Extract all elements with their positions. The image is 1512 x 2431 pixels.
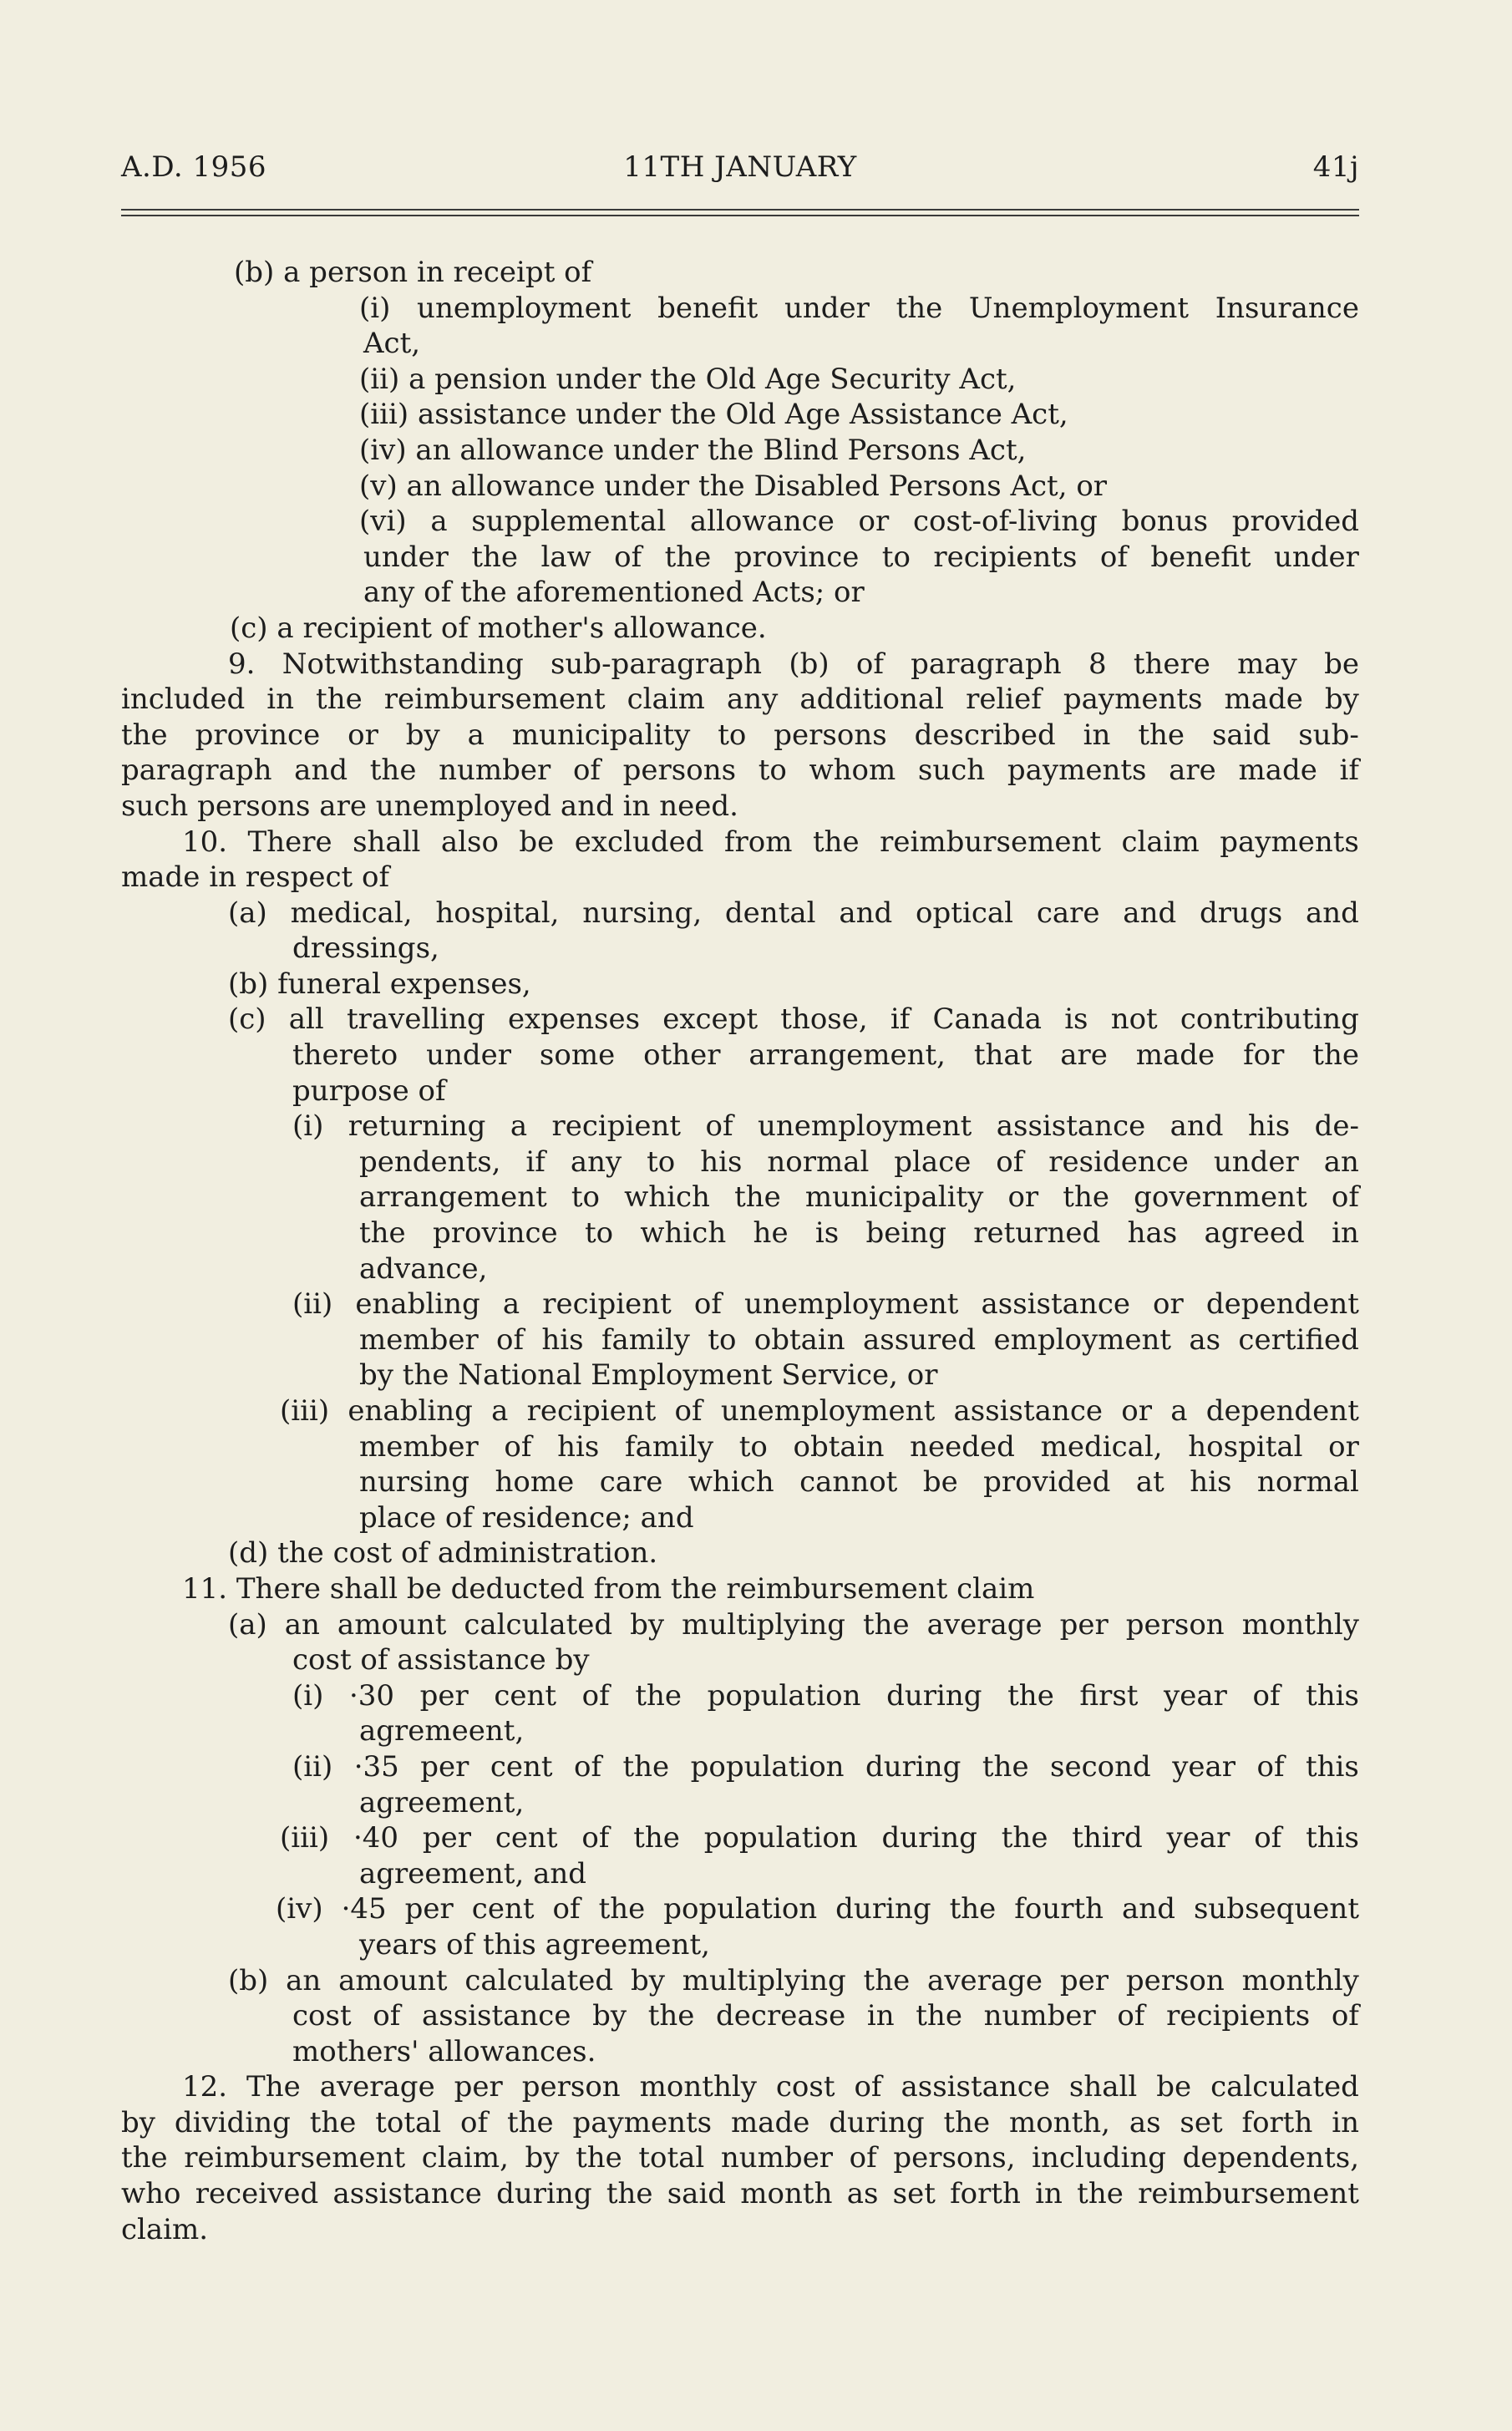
text-line: (i) returning a recipient of unemployment assistance and his de- (292, 1109, 1359, 1144)
text-line: by dividing the total of the payments made during the month, as set forth in (121, 2105, 1359, 2139)
text-line: mothers' allowances. (292, 2034, 596, 2068)
text-line: (c) all travelling expenses except those, if Canada is not contributing (228, 1002, 1359, 1037)
text-line: (d) the cost of administration. (228, 1536, 658, 1571)
text-line: Act, (363, 327, 421, 361)
text-line: (c) a recipient of mother's allowance. (230, 611, 767, 645)
text-line: (ii) ·35 per cent of the population during the second year of this (292, 1749, 1359, 1784)
page-number: 41j (1312, 150, 1359, 184)
header-year: A.D. 1956 (121, 150, 267, 184)
document-body (121, 255, 1359, 2247)
text-line: (vi) a supplemental allowance or cost-of-living bonus provided (359, 505, 1359, 539)
header-date: 11TH JANUARY (623, 150, 857, 184)
text-line: nursing home care which cannot be provided at his normal (359, 1465, 1359, 1500)
text-line: the reimbursement claim, by the total number of persons, including dependents, (121, 2141, 1359, 2175)
text-line: (iv) ·45 per cent of the population during the fourth and subsequent (276, 1892, 1359, 1926)
text-line: 10. There shall also be excluded from the reimbursement claim payments (182, 825, 1359, 859)
text-line: (a) an amount calculated by multiplying the average per person monthly (228, 1607, 1359, 1642)
text-line: the province or by a municipality to persons described in the said sub- (121, 718, 1359, 752)
text-line: (b) a person in receipt of (234, 256, 592, 289)
text-line: (i) ·30 per cent of the population during the first year of this (292, 1678, 1359, 1713)
text-line: (i) unemployment benefit under the Unemployment Insurance (359, 291, 1359, 325)
text-line: agreement, and (359, 1856, 586, 1890)
text-line: 11. There shall be deducted from the reimbursement claim (182, 1571, 1035, 1606)
header-rule-top (121, 209, 1359, 211)
text-line: pendents, if any to his normal place of residence under an (359, 1144, 1359, 1179)
text-line: (iii) ·40 per cent of the population during the third year of this (280, 1821, 1359, 1855)
text-line: (b) an amount calculated by multiplying the average per person monthly (228, 1963, 1359, 1997)
header-rule-bottom (121, 215, 1359, 216)
text-line: agremeent, (359, 1714, 525, 1748)
text-line: by the National Employment Service, or (359, 1358, 938, 1393)
running-header (121, 150, 1359, 192)
text-line: (iv) an allowance under the Blind Persons Act, (359, 433, 1027, 467)
text-line: years of this agreement, (359, 1927, 710, 1962)
text-line: cost of assistance by the decrease in the number of recipients of (292, 1999, 1359, 2033)
text-line: made in respect of (121, 860, 390, 895)
text-line: claim. (121, 2212, 209, 2246)
text-line: who received assistance during the said month as set forth in the reimbursement (121, 2177, 1359, 2211)
text-line: purpose of (292, 1073, 446, 1108)
text-line: (v) an allowance under the Disabled Persons Act, or (359, 469, 1108, 503)
text-line: arrangement to which the municipality or the government of (359, 1180, 1359, 1215)
text-line: (ii) enabling a recipient of unemployment assistance or dependent (292, 1287, 1359, 1322)
text-line: member of his family to obtain needed medical, hospital or (359, 1429, 1359, 1464)
text-line: such persons are unemployed and in need. (121, 789, 738, 823)
text-line: member of his family to obtain assured employment as certified (359, 1322, 1359, 1357)
text-line: (b) funeral expenses, (228, 967, 531, 1001)
text-line: the province to which he is being returned has agreed in (359, 1216, 1359, 1251)
text-line: advance, (359, 1251, 488, 1286)
text-line: thereto under some other arrangement, that are made for the (292, 1038, 1359, 1073)
text-line: (ii) a pension under the Old Age Security Act, (359, 362, 1017, 396)
text-line: agreement, (359, 1785, 525, 1819)
text-line: any of the aforementioned Acts; or (363, 576, 865, 610)
text-line: 9. Notwithstanding sub-paragraph (b) of paragraph 8 there may be (228, 647, 1359, 681)
text-line: place of residence; and (359, 1500, 694, 1535)
text-line: 12. The average per person monthly cost of assistance shall be calculated (182, 2070, 1359, 2104)
text-line: under the law of the province to recipients of benefit under (363, 540, 1359, 574)
text-line: included in the reimbursement claim any additional relief payments made by (121, 683, 1359, 717)
text-line: dressings, (292, 931, 439, 966)
text-line: cost of assistance by (292, 1643, 590, 1677)
text-line: (iii) enabling a recipient of unemployment assistance or a dependent (280, 1394, 1359, 1428)
text-line: (a) medical, hospital, nursing, dental and optical care and drugs and (228, 896, 1359, 930)
text-line: paragraph and the number of persons to whom such payments are made if (121, 754, 1359, 788)
text-line: (iii) assistance under the Old Age Assistance Act, (359, 398, 1068, 432)
